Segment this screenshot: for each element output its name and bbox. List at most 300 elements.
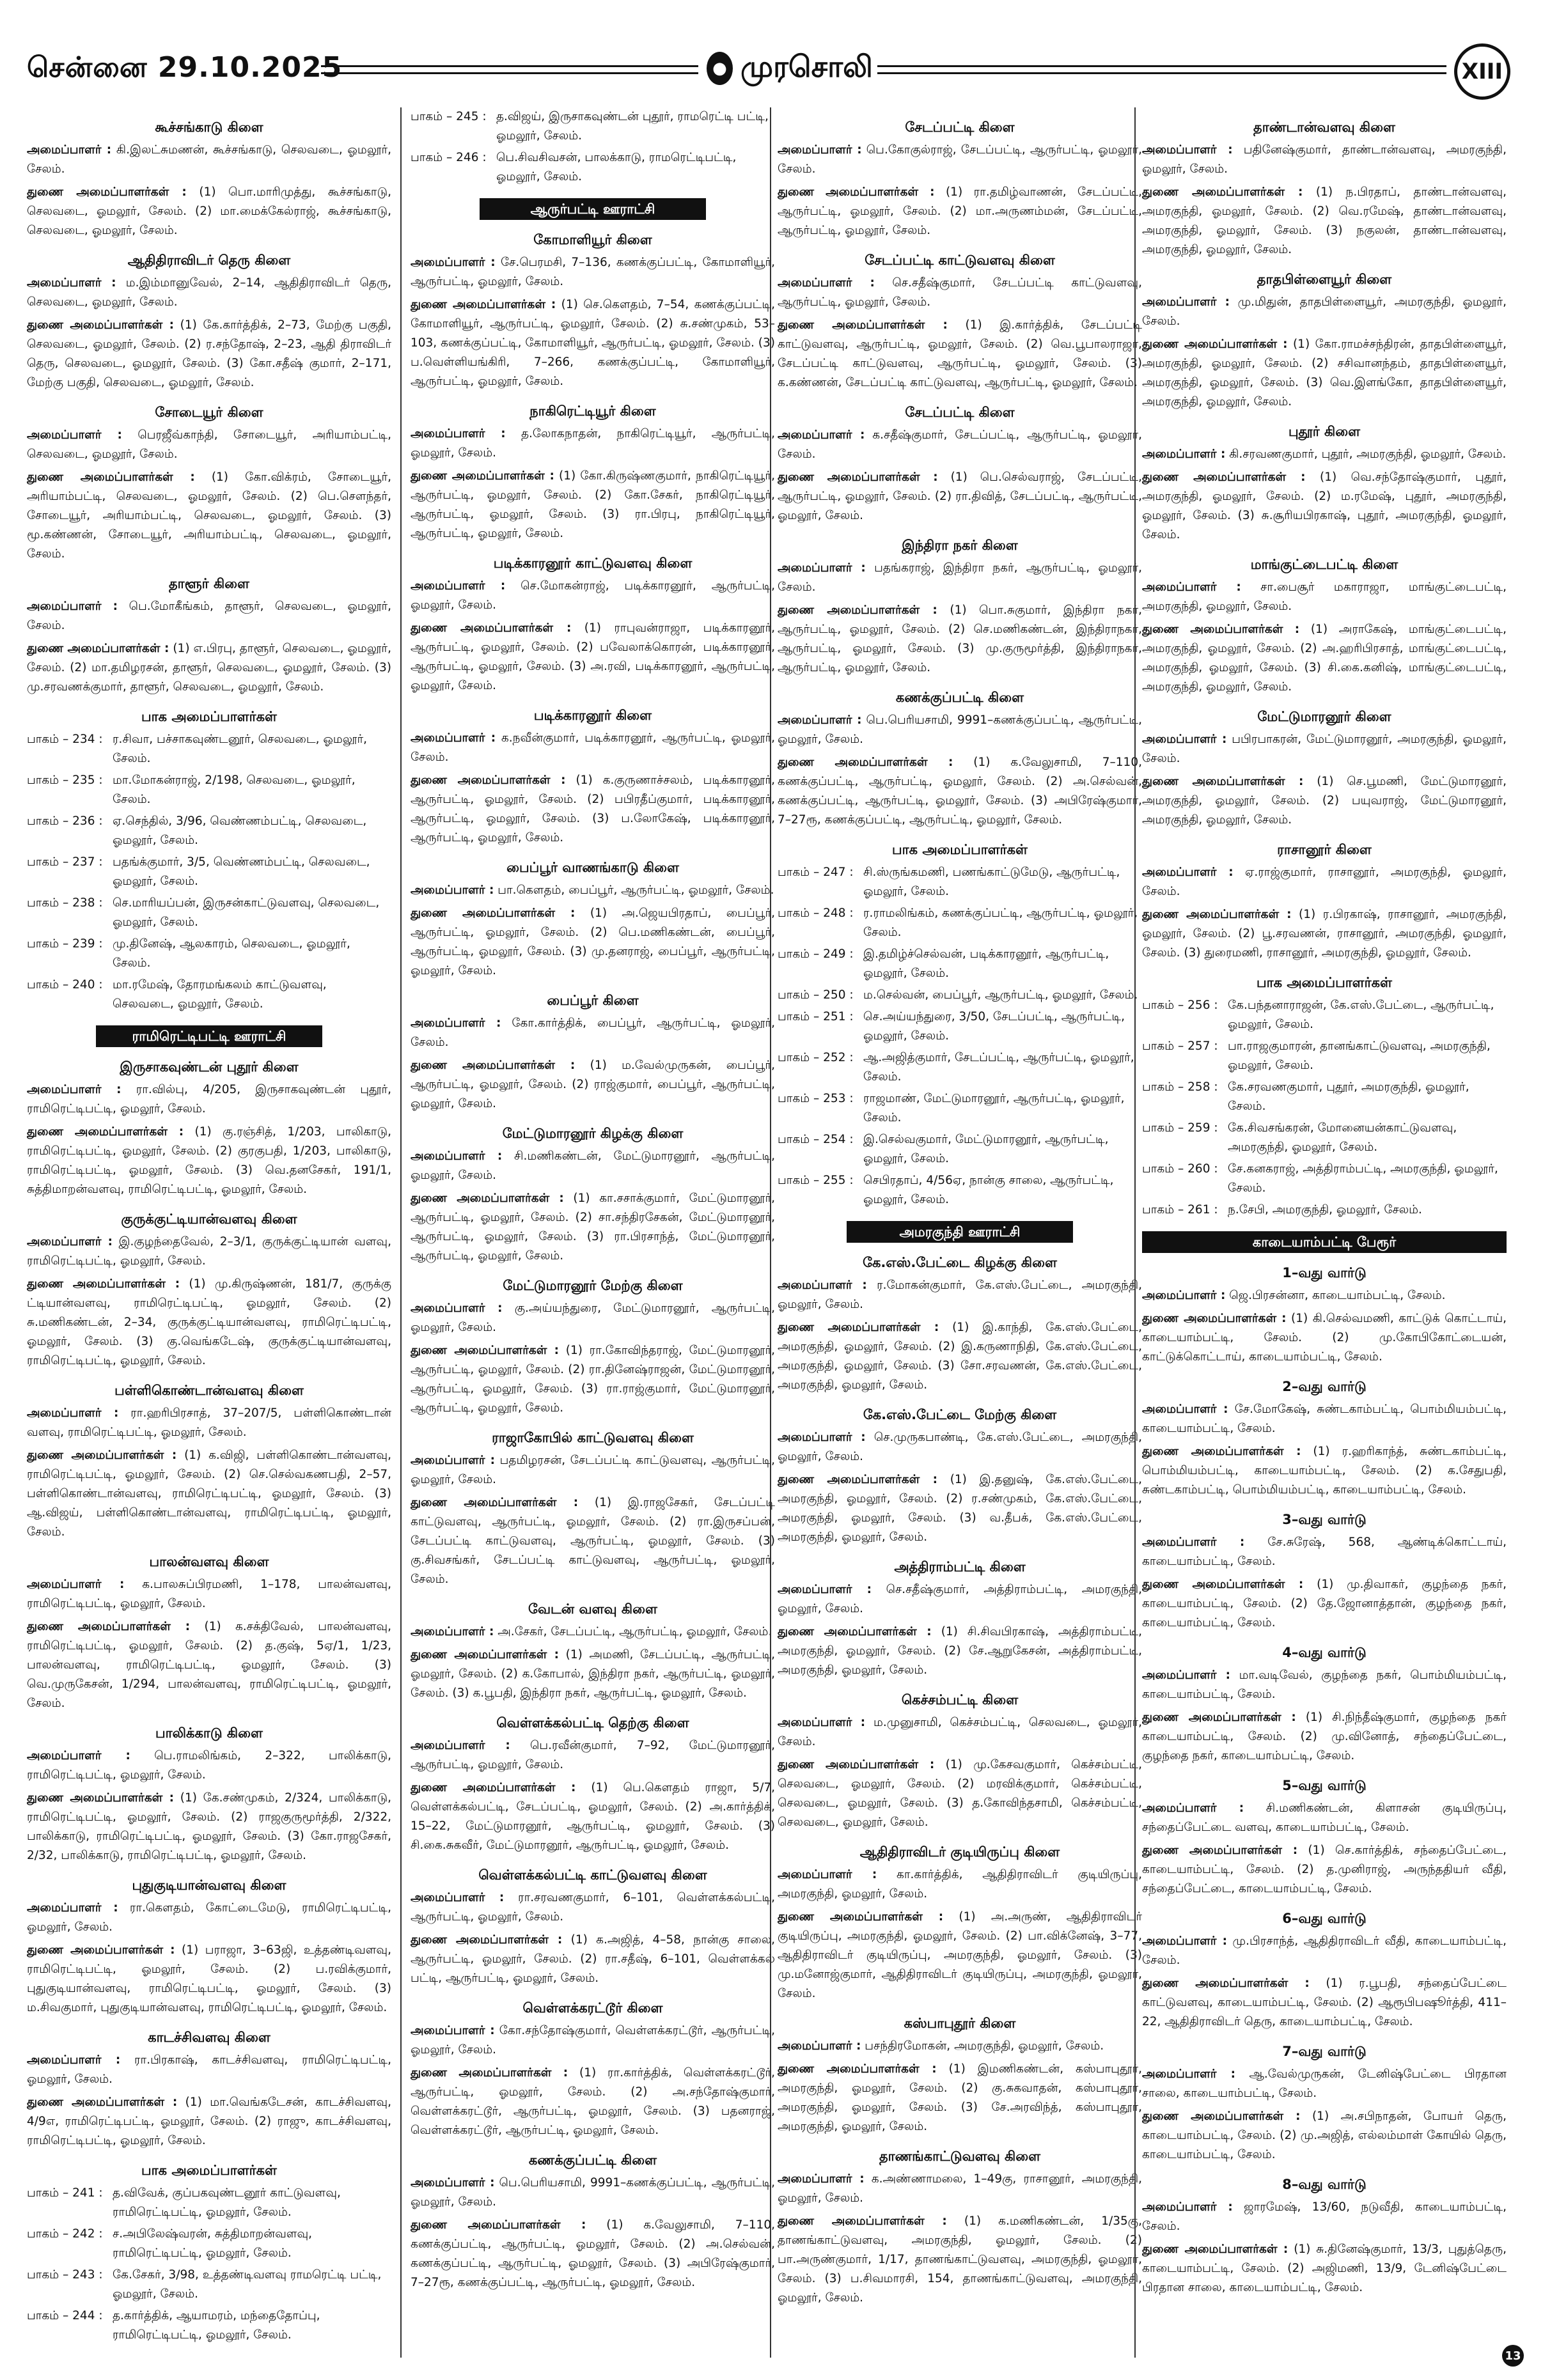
booth-entry [27, 2306, 391, 2345]
branch-heading: புதூர் கிளை [1288, 424, 1361, 439]
member-entry [1142, 1442, 1507, 1500]
member-details: த.லோகநாதன், நாகிரெட்டியூர், ஆருர்பட்டி, ஓமலூர், சேலம். [411, 427, 775, 460]
member-entry [411, 1645, 775, 1703]
member-details: (1) ம.வேல்முருகன், பைப்பூர், ஆருர்பட்டி, ஓமலூர், சேலம். (2) ராஜ்குமார், பைப்பூர், ஆருர்பட்டி, ஓமலூர், சேலம். [411, 1059, 775, 1110]
branch-heading: 5–வது வார்டு [1282, 1778, 1367, 1793]
member-entry [778, 2212, 1142, 2308]
branch-heading: வெள்ளக்கரட்டூர் கிளை [522, 2000, 663, 2016]
member-details: ரா.சரவணகுமார், 6–101, வெள்ளக்கல்பட்டி, ஆருர்பட்டி, ஓமலூர், சேலம். [411, 1891, 775, 1924]
booth-number: பாகம் – 257 : [1142, 1039, 1218, 1053]
member-details: மா.வடிவேல், குழந்தை நகர், பொம்மியம்பட்டி, காடையாம்பட்டி, சேலம். [1142, 1668, 1507, 1701]
member-details: (1) பெ.செல்வராஜ், சேடப்பட்டி, ஆருர்பட்டி, ஓமலூர், சேலம். (2) ரா.திவித், சேடப்பட்டி, ஆருர்பட்டி, ஓமலூர், சேலம். [778, 471, 1142, 522]
member-details: (1) க.மணிகண்டன், 1/35கு, தாணங்காட்டுவளவு, அமரகுந்தி, ஓமலூர், சேலம். (2) பா.அருண்குமார், 1/17, தாணங்காட்டுவளவு, அமரகுந்தி, ஓமலூர், சேலம். (3) ப.சிவமாரசி, 154, தாணங்காட்டுவளவு, அமரகுந்தி, ஓமலூர், சேலம். [778, 2214, 1142, 2305]
member-entry [27, 274, 391, 312]
section-banner: அமரகுந்தி ஊராட்சி [847, 1221, 1072, 1243]
branch-heading: பாலிக்காடு கிளை [155, 1725, 263, 1741]
section-banner: ராமிரெட்டிபட்டி ஊராட்சி [96, 1025, 322, 1047]
branch-heading: கெச்சம்பட்டி கிளை [901, 1692, 1019, 1707]
member-entry [27, 426, 391, 464]
member-details: பெ.மோகீங்கம், தாளூர், செலவடை, ஓமலூர், சேலம். [27, 600, 391, 632]
member-entry [1142, 183, 1507, 260]
booth-entry [27, 2225, 391, 2263]
booth-number: பாகம் – 247 : [778, 866, 854, 879]
role-label: துணை அமைப்பாளர்கள் : [1142, 338, 1288, 351]
booth-details: த.விவேக், குப்பகவுண்டனூர் காட்டுவளவு, ராமிரெட்டிபட்டி, ஓமலூர், சேலம். [113, 2186, 341, 2219]
role-label: அமைப்பாளர் : [778, 1431, 866, 1444]
branch-heading: 2–வது வார்டு [1282, 1379, 1367, 1394]
member-entry [778, 601, 1142, 678]
footer-page-number: 13 [1502, 2345, 1524, 2367]
branch-heading: கோமாளியூர் கிளை [533, 232, 652, 247]
member-entry [1142, 1708, 1507, 1766]
role-label: அமைப்பாளர் : [411, 579, 506, 593]
member-details: (1) கே.சண்முகம், 2/324, பாலிக்காடு, ராமிரெட்டிபட்டி, ஓமலூர், சேலம். (2) ராஜகுருமூர்த்தி, 2/322, பாலிக்காடு, ராமிரெட்டிபட்டி, ஓமலூர், சேலம். (3) கோ.ராஜசேகர், 2/32, பாலிக்காடு, ராமிரெட்டிபட்டி, ஓமலூர், சேலம். [27, 1791, 391, 1862]
member-entry [411, 904, 775, 981]
member-details: ஜெ.பிரசன்னா, காடையாம்பட்டி, சேலம். [1229, 1289, 1446, 1302]
member-entry [411, 1056, 775, 1114]
role-label: துணை அமைப்பாளர்கள் : [1142, 185, 1303, 199]
role-label: அமைப்பாளர் : [27, 276, 116, 290]
role-label: அமைப்பாளர் : [1142, 2200, 1233, 2214]
member-details: ம.இம்மானுவேல், 2–14, ஆதிதிராவிடர் தெரு, செலவடை, ஓமலூர், சேலம். [27, 276, 391, 309]
branch-heading: தாணங்காட்டுவளவு கிளை [879, 2149, 1041, 2164]
role-label: அமைப்பாளர் : [1142, 1668, 1231, 1682]
member-entry [778, 1865, 1142, 1904]
role-label: அமைப்பாளர் : [411, 1016, 501, 1030]
booth-number: பாகம் – 235 : [27, 774, 103, 787]
member-details: (1) சு.தினேஷ்குமார், 13/3, புதுத்தெரு, காடையாம்பட்டி, சேலம். (2) அஜிமணி, 13/9, டேனிஷ்பேட்டை பிரதான சாலை, காடையாம்பட்டி, சேலம். [1142, 2243, 1507, 2294]
booth-entry [778, 1089, 1142, 1128]
role-label: துணை அமைப்பாளர்கள் : [1142, 1312, 1287, 1325]
member-details: (1) வெ.சந்தோஷ்குமார், புதூர், அமரகுந்தி, ஓமலூர், சேலம். (2) ம.ரமேஷ், புதூர், அமரகுந்தி, ஓமலூர், சேலம். (3) சு.சூரியபிரகாஷ், புதூர், அமரகுந்தி, ஓமலூர், சேலம். [1142, 471, 1507, 541]
member-details: ஏ.ராஜ்குமார், ராசானூர், அமரகுந்தி, ஓமலூர், சேலம். [1142, 866, 1507, 898]
member-entry [778, 274, 1142, 312]
booth-details: பெ.சிவசிவசன், பாலக்காடு, ராமரெட்டிபட்டி, ஓமலூர், சேலம். [496, 151, 737, 183]
role-label: அமைப்பாளர் : [778, 1583, 872, 1596]
member-entry [27, 597, 391, 635]
branch-heading: அத்திராம்பட்டி கிளை [894, 1559, 1026, 1575]
role-label: துணை அமைப்பாளர்கள் : [1142, 908, 1292, 921]
booth-number: பாகம் – 248 : [778, 906, 854, 920]
column-1 [27, 107, 391, 2358]
role-label: அமைப்பாளர் : [778, 276, 875, 290]
booth-entry [778, 986, 1142, 1005]
section-banner: காடையாம்பட்டி பேரூர் [1142, 1231, 1507, 1253]
role-label: துணை அமைப்பாளர்கள் : [411, 774, 566, 787]
booth-number: பாகம் – 244 : [27, 2309, 103, 2322]
role-label: அமைப்பாளர் : [411, 1739, 510, 1752]
booth-details: கே.சேகர், 3/98, உத்தண்டிவளவு ராமரெட்டி பட்டி, ஓமலூர், சேலம். [113, 2268, 382, 2301]
role-label: துணை அமைப்பாளர்கள் : [778, 1321, 939, 1334]
booth-number: பாகம் – 252 : [778, 1051, 854, 1064]
booth-details: ந.சேபி, அமரகுந்தி, ஓமலூர், சேலம். [1228, 1203, 1422, 1217]
member-details: (1) செ.கார்த்திக், சந்தைப்பேட்டை, காடையாம்பட்டி, சேலம். (2) த.முனிராஜ், அருந்ததியர் வீதி, சந்தைப்பேட்டை, காடையாம்பட்டி, சேலம். [1142, 1844, 1507, 1895]
role-label: அமைப்பாளர் : [27, 428, 122, 442]
role-label: துணை அமைப்பாளர்கள் : [778, 2214, 947, 2228]
role-label: அமைப்பாளர் : [1142, 1801, 1244, 1815]
member-details: (1) க.வேலுசாமி, 7–110, கணக்குப்பட்டி, ஆருர்பட்டி, ஓமலூர், சேலம். (2) அ.செல்வன், கணக்குப்பட்டி, ஆருர்பட்டி, ஓமலூர், சேலம். (3) அபிரேஷ்குமார், 7–27ரூ, கணக்குப்பட்டி, ஆருர்பட்டி, ஓமலூர், சேலம். [411, 2218, 775, 2289]
branch-heading: வெள்ளக்கல்பட்டி தெற்கு கிளை [496, 1715, 689, 1731]
member-details: கு.அய்யந்துரை, மேட்டுமாரனூர், ஆருர்பட்டி, ஓமலூர், சேலம். [411, 1302, 775, 1334]
booth-number: பாகம் – 246 : [411, 151, 487, 164]
role-label: துணை அமைப்பாளர்கள் : [27, 2096, 178, 2109]
role-label: அமைப்பாளர் : [411, 731, 496, 745]
member-details: பெ.கோகுல்ராஜ், சேடப்பட்டி, ஆருர்பட்டி, ஓமலூர், சேலம். [778, 143, 1142, 176]
member-details: (1) ர.ஹரிகாந்த், சுண்டகாம்பட்டி, பொம்மியம்பட்டி, காடையாம்பட்டி, சேலம். (2) க.சேதுபதி, சுண்டகாம்பட்டி, பொம்மியம்பட்டி, காடையாம்பட்டி, சேலம். [1142, 1445, 1507, 1497]
member-entry [1142, 1309, 1507, 1367]
member-entry [1142, 772, 1507, 830]
member-entry [778, 2037, 1142, 2056]
member-entry [27, 1941, 391, 2018]
page-number-badge: XIII [1454, 43, 1510, 100]
member-entry [1142, 2240, 1507, 2298]
member-details: (1) பொ.சுகுமார், இந்திரா நகர், ஆருர்பட்டி, ஓமலூர், சேலம். (2) செ.மணிகண்டன், இந்திராநகர், ஆருர்பட்டி, ஓமலூர், சேலம். (3) மு.குருமூர்த்தி, இந்திராநகர், ஆருர்பட்டி, ஓமலூர், சேலம். [778, 603, 1142, 674]
member-entry [1142, 730, 1507, 768]
role-label: அமைப்பாளர் : [27, 143, 112, 157]
branch-heading: சோடையூர் கிளை [155, 405, 263, 420]
member-details: (1) பொ.மாரிமுத்து, கூச்சங்காடு, செலவடை, ஓமலூர், சேலம். (2) மா.மைக்கேல்ராஜ், கூச்சங்காடு, செலவடை, ஓமலூர், சேலம். [27, 185, 391, 237]
member-details: (1) கி.செல்வமணி, காட்டுக் கொட்டாய், காடையாம்பட்டி, சேலம். (2) மு.கோபிகோட்டையன், காட்டுக்கொட்டாய், காடையாம்பட்டி, சேலம். [1142, 1312, 1507, 1364]
member-details: பதமிழரசன், சேடப்பட்டி காட்டுவளவு, ஆருர்பட்டி, ஓமலூர், சேலம். [411, 1454, 775, 1486]
member-entry [1142, 1974, 1507, 2032]
role-label: துணை அமைப்பாளர்கள் : [27, 642, 169, 655]
booth-number: பாகம் – 242 : [27, 2227, 103, 2241]
member-entry [411, 619, 775, 696]
booth-number: பாகம் – 250 : [778, 988, 854, 1002]
booth-details: த.கார்த்திக், ஆயாமரம், மந்தைதோப்பு, ராமிரெட்டிபட்டி, ஓமலூர், சேலம். [113, 2309, 320, 2342]
branch-heading: படிக்காரனூர் காட்டுவளவு கிளை [493, 556, 693, 571]
branch-heading: பாலன்வளவு கிளை [149, 1554, 269, 1569]
member-entry [1142, 578, 1507, 616]
role-label: துணை அமைப்பாளர்கள் : [1142, 1578, 1304, 1591]
member-details: க.அண்ணாமலை, 1–49கு, ராசானூர், அமரகுந்தி, ஓமலூர், சேலம். [778, 2172, 1142, 2205]
member-entry [411, 1736, 775, 1775]
member-details: பதங்கராஜ், இந்திரா நகர், ஆருர்பட்டி, ஓமலூர், சேலம். [778, 561, 1142, 594]
member-entry [411, 2216, 775, 2292]
role-label: அமைப்பாளர் : [27, 600, 118, 613]
member-details: (1) செ.கௌதம், 7–54, கணக்குப்பட்டி, கோமாளியூர், ஆருர்பட்டி, ஓமலூர், சேலம். (2) சு.சண்முகம், 53–103, கணக்குப்பட்டி, கோமாளியூர், ஆருர்பட்டி, ஓமலூர், சேலம். (3) ப.வெள்ளியங்கிரி, 7–266, கணக்குப்பட்டி, கோமாளியூர், ஆருர்பட்டி, ஓமலூர், சேலம். [411, 298, 775, 388]
member-entry [778, 426, 1142, 464]
role-label: துணை அமைப்பாளர்கள் : [778, 756, 953, 769]
member-entry [411, 1147, 775, 1185]
branch-heading: பாக அமைப்பாளர்கள் [1257, 975, 1392, 990]
branch-heading: பாக அமைப்பாளர்கள் [141, 2163, 277, 2178]
member-details: (1) செ.பூமணி, மேட்டுமாரனூர், அமரகுந்தி, ஓமலூர், சேலம். (2) பயுவராஜ், மேட்டுமாரனூர், அமரகுந்தி, ஓமலூர், சேலம். [1142, 775, 1507, 827]
member-entry [27, 1275, 391, 1371]
member-entry [1142, 620, 1507, 697]
member-details: (1) க.வேலுசாமி, 7–110, கணக்குப்பட்டி, ஆருர்பட்டி, ஓமலூர், சேலம். (2) அ.செல்வன், கணக்குப்பட்டி, ஆருர்பட்டி, ஓமலூர், சேலம். (3) அபிரேஷ்குமார், 7–27ரூ, கணக்குப்பட்டி, ஆருர்பட்டி, ஓமலூர், சேலம். [778, 756, 1142, 827]
member-details: (1) அ.ஜெயபிரதாப், பைப்பூர், ஆருர்பட்டி, ஓமலூர், சேலம். (2) பெ.மணிகண்டன், பைப்பூர், ஆருர்பட்டி, ஓமலூர், சேலம். (3) மு.தனராஜ், பைப்பூர், ஆருர்பட்டி, ஓமலூர், சேலம். [411, 906, 775, 977]
member-details: (1) அ.அருண், ஆதிதிராவிடர் குடியிருப்பு, அமரகுந்தி, ஓமலூர், சேலம். (2) பா.விக்னேஷ், 3–77, ஆதிதிராவிடர் குடியிருப்பு, அமரகுந்தி, ஓமலூர், சேலம். (3) மு.மனோஜ்குமார், ஆதிதிராவிடர் குடியிருப்பு, அமரகுந்தி, ஓமலூர், சேலம். [778, 1910, 1142, 2000]
booth-number: பாகம் – 255 : [778, 1174, 854, 1187]
member-details: (1) எ.பிரபு, தாளூர், செலவடை, ஓமலூர், சேலம். (2) மா.தமிழரசன், தாளூர், செலவடை, ஓமலூர், சேலம். (3) மு.சரவணக்குமார், தாளூர், செலவடை, ஓமலூர், சேலம். [27, 642, 391, 694]
role-label: அமைப்பாளர் : [778, 2172, 865, 2186]
member-details: ரா.பிரகாஷ், காடச்சிவளவு, ராமிரெட்டிபட்டி, ஓமலூர், சேலம். [27, 2053, 391, 2086]
branch-heading: தாதபிள்ளையூர் கிளை [1257, 272, 1392, 287]
role-label: துணை அமைப்பாளர்கள் : [411, 1648, 559, 1661]
role-label: துணை அமைப்பாளர்கள் : [411, 1192, 564, 1205]
member-details: (1) க.அஜித், 4–58, நான்கு சாலை, ஆருர்பட்டி, ஓமலூர், சேலம். (2) ரா.சதீஷ், 6–101, வெள்ளக்கல் பட்டி, ஆருர்பட்டி, ஓமலூர், சேலம். [411, 1933, 775, 1985]
branch-heading: புதுகுடியான்வளவு கிளை [132, 1878, 286, 1893]
role-label: அமைப்பாளர் : [411, 256, 496, 269]
role-label: அமைப்பாளர் : [778, 2039, 861, 2053]
member-entry [411, 1189, 775, 1266]
member-entry [411, 1622, 775, 1642]
column-divider [400, 107, 402, 2358]
booth-entry [778, 1048, 1142, 1087]
booth-details: மா.ரமேஷ், தோரமங்கலம் காட்டுவளவு, செலவடை, ஓமலூர், சேலம். [113, 978, 327, 1011]
role-label: அமைப்பாளர் : [411, 1302, 503, 1315]
booth-number: பாகம் – 240 : [27, 978, 103, 992]
branch-heading: சேடப்பட்டி காட்டுவளவு கிளை [865, 253, 1055, 268]
member-entry [411, 2021, 775, 2060]
role-label: துணை அமைப்பாளர்கள் : [27, 1943, 175, 1957]
booth-details: ராஜமாண், மேட்டுமாரனூர், ஆருர்பட்டி, ஓமலூர், சேலம். [863, 1092, 1125, 1124]
member-details: பதினேஷ்குமார், தாண்டான்வளவு, அமரகுந்தி, ஓமலூர், சேலம். [1142, 143, 1507, 176]
role-label: அமைப்பாளர் : [27, 1749, 130, 1762]
column-4 [1142, 107, 1507, 2358]
member-details: (1) மு.கேசவகுமார், கெச்சம்பட்டி, செலவடை, ஓமலூர், சேலம். (2) மரவிக்குமார், கெச்சம்பட்டி, செலவடை, ஓமலூர், சேலம். (3) த.கோவிந்தசாமி, கெச்சம்பட்டி, செலவடை, ஓமலூர், சேலம். [778, 1758, 1142, 1829]
booth-details: சே.கனகராஜ், அத்திராம்பட்டி, அமரகுந்தி, ஓமலூர், சேலம். [1228, 1162, 1498, 1195]
member-entry [1142, 1666, 1507, 1704]
booth-number: பாகம் – 253 : [778, 1092, 854, 1105]
member-details: சி.மணிகண்டன், மேட்டுமாரனூர், ஆருர்பட்டி, ஓமலூர், சேலம். [411, 1149, 775, 1182]
member-entry [778, 1755, 1142, 1832]
member-entry [778, 2060, 1142, 2136]
member-entry [1142, 335, 1507, 412]
booth-entry [27, 2266, 391, 2304]
member-entry [411, 577, 775, 615]
booth-details: ம.செல்வன், பைப்பூர், ஆருர்பட்டி, ஓமலூர், சேலம். [863, 988, 1138, 1002]
member-details: க.சதீஷ்குமார், சேடப்பட்டி, ஆருர்பட்டி, ஓமலூர், சேலம். [778, 428, 1142, 461]
member-entry [778, 1428, 1142, 1466]
member-entry [778, 1276, 1142, 1314]
booth-details: செபிரதாப், 4/56ஏ, நான்கு சாலை, ஆருர்பட்டி, ஓமலூர், சேலம். [863, 1174, 1114, 1206]
member-entry [778, 1908, 1142, 2003]
branch-heading: காடச்சிவளவு கிளை [148, 2030, 270, 2045]
booth-entry [778, 904, 1142, 942]
role-label: அமைப்பாளர் : [778, 1279, 867, 1292]
booth-entry [778, 1130, 1142, 1169]
masthead [27, 46, 1523, 95]
role-label: அமைப்பாளர் : [778, 1868, 877, 1881]
booth-number: பாகம் – 243 : [27, 2268, 103, 2282]
member-details: (1) க.விஜி, பள்ளிகொண்டான்வளவு, ராமிரெட்டிபட்டி, ஓமலூர், சேலம். (2) செ.செல்வகணபதி, 2–57, பள்ளிகொண்டான்வளவு, ராமிரெட்டிபட்டி, ஓமலூர், சேலம். (3) ஆ.விஜய், பள்ளிகொண்டான்வளவு, ராமிரெட்டிபட்டி, ஓமலூர், சேலம். [27, 1449, 391, 1539]
member-entry [1142, 2107, 1507, 2165]
role-label: துணை அமைப்பாளர்கள் : [778, 1625, 932, 1638]
role-label: அமைப்பாளர் : [27, 1083, 121, 1096]
member-entry [411, 1299, 775, 1337]
branch-heading: ஆதிதிராவிடர் தெரு கிளை [127, 253, 291, 268]
branch-heading: பாக அமைப்பாளர்கள் [892, 842, 1028, 857]
booth-number: பாகம் – 251 : [778, 1010, 854, 1023]
booth-details: ஆ.அஜித்குமார், சேடப்பட்டி, ஆருர்பட்டி, ஓமலூர், சேலம். [863, 1051, 1134, 1084]
member-entry [1142, 1932, 1507, 1970]
member-entry [1142, 1841, 1507, 1899]
member-entry [27, 639, 391, 697]
member-details: மு.பிரசாந்த், ஆதிதிராவிடர் வீதி, காடையாம்பட்டி, சேலம். [1142, 1934, 1507, 1967]
member-details: செ.மோகன்ராஜ், படிக்காரனூர், ஆருர்பட்டி, ஓமலூர், சேலம். [411, 579, 775, 612]
member-details: (1) அமணி, சேடப்பட்டி, ஆருர்பட்டி, ஓமலூர், சேலம். (2) க.கோபால், இந்திரா நகர், ஆருர்பட்டி, ஓமலூர், சேலம். (3) க.பூபதி, இந்திரா நகர், ஆருர்பட்டி, ஓமலூர், சேலம். [411, 1648, 775, 1700]
role-label: அமைப்பாளர் : [1142, 1289, 1226, 1302]
member-entry [27, 1123, 391, 1199]
member-entry [1142, 863, 1507, 901]
member-entry [778, 1318, 1142, 1395]
role-label: துணை அமைப்பாளர்கள் : [27, 1125, 184, 1139]
member-details: இ.குழந்தைவேல், 2–3/1, குருக்குட்டியான் வளவு, ராமிரெட்டிபட்டி, ஓமலூர், சேலம். [27, 1235, 391, 1268]
role-label: அமைப்பாளர் : [1142, 295, 1230, 309]
booth-details: பதங்க்குமார், 3/5, வெண்ணம்பட்டி, செலவடை, ஓமலூர், சேலம். [113, 855, 370, 888]
branch-heading: மாங்குட்டைபட்டி கிளை [1250, 557, 1398, 572]
role-label: துணை அமைப்பாளர்கள் : [778, 603, 937, 617]
branch-heading: மேட்டுமாரனூர் கிளை [1257, 709, 1391, 724]
member-details: (1) கோ.ராமச்சந்திரன், தாதபிள்ளையூர், அமரகுந்தி, ஓமலூர், சேலம். (2) சசிவானந்தம், தாதபிள்ளையூர், அமரகுந்தி, ஓமலூர், சேலம். (3) வெ.இளங்கோ, தாதபிள்ளையூர், அமரகுந்தி, ஓமலூர், சேலம். [1142, 338, 1507, 408]
member-entry [27, 1617, 391, 1713]
member-entry [1142, 468, 1507, 545]
branch-heading: ராசானூர் கிளை [1277, 842, 1372, 857]
member-details: சா.பைசூர் மகாராஜா, மாங்குட்டைபட்டி, அமரகுந்தி, ஓமலூர், சேலம். [1142, 580, 1507, 613]
role-label: துணை அமைப்பாளர்கள் : [411, 2218, 586, 2232]
role-label: அமைப்பாளர் : [1142, 447, 1226, 461]
branch-heading: பைப்பூர் வாணங்காடு கிளை [506, 860, 679, 875]
booth-details: ஏ.செந்தில், 3/96, வெண்ணம்பட்டி, செலவடை, ஓமலூர், சேலம். [113, 814, 367, 847]
booth-entry [27, 894, 391, 932]
column-2 [411, 107, 775, 2358]
member-details: பெ.பெரியசாமி, 9991–கணக்குப்பட்டி, ஆருர்பட்டி, ஓமலூர், சேலம். [778, 713, 1142, 746]
booth-entry [778, 1007, 1142, 1046]
role-label: துணை அமைப்பாளர்கள் : [778, 2062, 937, 2076]
member-entry [27, 1080, 391, 1119]
role-label: அமைப்பாளர் : [411, 1625, 494, 1638]
branch-heading: தாண்டான்வளவு கிளை [1253, 120, 1395, 135]
booth-entry [27, 812, 391, 850]
role-label: அமைப்பாளர் : [1142, 733, 1227, 746]
masthead-rule-right [877, 65, 1446, 74]
member-details: பெ.பெரியசாமி, 9991–கணக்குப்பட்டி, ஆருர்பட்டி, ஓமலூர், சேலம். [411, 2176, 775, 2209]
member-entry [1142, 1533, 1507, 1571]
booth-entry [27, 730, 391, 768]
role-label: அமைப்பாளர் : [778, 561, 866, 575]
booth-entry [1142, 996, 1507, 1034]
role-label: துணை அமைப்பாளர்கள் : [1142, 1711, 1296, 1724]
role-label: துணை அமைப்பாளர்கள் : [27, 318, 174, 332]
member-entry [778, 1713, 1142, 1752]
branch-heading: ராஜாகோபில் காட்டுவளவு கிளை [492, 1430, 694, 1445]
branch-heading: கே.எஸ்.பேட்டை கிழக்கு கிளை [863, 1255, 1057, 1270]
member-details: கி.சரவணகுமார், புதூர், அமரகுந்தி, ஓமலூர், சேலம். [1229, 447, 1507, 461]
member-details: சே.சுரேஷ், 568, ஆண்டிக்கொட்டாய், காடையாம்பட்டி, சேலம். [1142, 1536, 1507, 1568]
member-entry [411, 881, 775, 900]
branch-heading: 3–வது வார்டு [1282, 1512, 1367, 1527]
role-label: துணை அமைப்பாளர்கள் : [778, 318, 948, 332]
member-details: (1) ரா.கார்த்திக், வெள்ளக்கரட்டூர், ஆருர்பட்டி, ஓமலூர், சேலம். (2) அ.சந்தோஷ்குமார், வெள்ளக்கரட்டூர், ஆருர்பட்டி, ஓமலூர், சேலம். (3) பதனராஜ், வெள்ளக்கரட்டூர், ஆருர்பட்டி, ஓமலூர், சேலம். [411, 2066, 775, 2137]
member-details: அ.சேகர், சேடப்பட்டி, ஆருர்பட்டி, ஓமலூர், சேலம். [497, 1625, 772, 1638]
branch-heading: வேடன் வளவு கிளை [528, 1601, 657, 1617]
member-details: ர.மோகன்குமார், கே.எஸ்.பேட்டை, அமரகுந்தி, ஓமலூர், சேலம். [778, 1279, 1142, 1311]
member-entry [27, 1575, 391, 1614]
member-entry [1142, 141, 1507, 179]
column-divider [1134, 107, 1136, 2358]
role-label: அமைப்பாளர் : [1142, 1536, 1245, 1549]
member-details: (1) கோ.கிருஷ்ணகுமார், நாகிரெட்டியூர், ஆருர்பட்டி, ஓமலூர், சேலம். (2) கோ.சேகர், நாகிரெட்டியூர், ஆருர்பட்டி, ஓமலூர், சேலம். (3) ரா.பிரபு, நாகிரெட்டியூர், ஆருர்பட்டி, ஓமலூர், சேலம். [411, 469, 775, 540]
member-entry [411, 253, 775, 292]
role-label: அமைப்பாளர் : [411, 883, 494, 897]
member-details: (1) இ.கார்த்திக், சேடப்பட்டி காட்டுவளவு, ஆருர்பட்டி, ஓமலூர், சேலம். (2) வெ.பூபாலராஜா, சேடப்பட்டி காட்டுவளவு, ஆருர்பட்டி, ஓமலூர், சேலம். (3) க.கண்ணன், சேடப்பட்டி காட்டுவளவு, ஆருர்பட்டி, ஓமலூர், சேலம். [778, 318, 1142, 389]
booth-entry [778, 863, 1142, 901]
member-entry [778, 711, 1142, 749]
member-entry [27, 183, 391, 240]
member-entry [778, 2170, 1142, 2208]
role-label: துணை அமைப்பாளர்கள் : [411, 1781, 576, 1794]
member-details: கோ.சந்தோஷ்குமார், வெள்ளக்கரட்டூர், ஆருர்பட்டி, ஓமலூர், சேலம். [411, 2024, 775, 2057]
member-entry [411, 2064, 775, 2140]
role-label: துணை அமைப்பாளர்கள் : [411, 1933, 563, 1947]
member-entry [778, 183, 1142, 240]
branch-heading: சேடப்பட்டி கிளை [905, 120, 1015, 135]
role-label: அமைப்பாளர் : [411, 1891, 505, 1904]
member-details: (1) ர.பிரகாஷ், ராசானூர், அமரகுந்தி, ஓமலூர், சேலம். (2) பூ.சரவணன், ராசானூர், அமரகுந்தி, ஓமலூர், சேலம். (3) துரைமணி, ராசானூர், அமரகுந்தி, ஓமலூர், சேலம். [1142, 908, 1507, 960]
role-label: அமைப்பாளர் : [411, 2024, 495, 2037]
member-details: (1) மு.கிருஷ்ணன், 181/7, குருக்கு ட்டியான்வளவு, ராமிரெட்டிபட்டி, ஓமலூர், சேலம். (2) சு.மணிகண்டன், 2–34, குருக்குட்டியான்வளவு, ராமிரெட்டிபட்டி, ஓமலூர், சேலம். (3) கு.வெங்கடேஷ், குருக்குட்டியான்வளவு, ராமிரெட்டிபட்டி, ஓமலூர், சேலம். [27, 1277, 391, 1367]
branch-heading: பாக அமைப்பாளர்கள் [141, 709, 277, 724]
booth-entry [27, 771, 391, 809]
member-entry [1142, 293, 1507, 331]
role-label: துணை அமைப்பாளர்கள் : [1142, 1977, 1310, 1990]
booth-number: பாகம் – 258 : [1142, 1080, 1218, 1094]
role-label: துணை அமைப்பாளர்கள் : [411, 621, 572, 635]
member-entry [411, 295, 775, 391]
booth-entry [778, 945, 1142, 983]
role-label: துணை அமைப்பாளர்கள் : [1142, 2243, 1288, 2256]
member-entry [778, 1470, 1142, 1547]
member-details: ரா.வில்பு, 4/205, இருசாகவுண்டன் புதூர், ராமிரெட்டிபட்டி, ஓமலூர், சேலம். [27, 1083, 391, 1116]
member-entry [27, 1404, 391, 1442]
member-details: (1) ரா.தமிழ்வாணன், சேடப்பட்டி, ஆருர்பட்டி, ஓமலூர், சேலம். (2) மா.அருணம்மன், சேடப்பட்டி, ஆருர்பட்டி, ஓமலூர், சேலம். [778, 185, 1142, 237]
role-label: அமைப்பாளர் : [411, 427, 506, 440]
member-entry [27, 1446, 391, 1542]
role-label: அமைப்பாளர் : [27, 1406, 119, 1420]
booth-details: செ.அய்யந்துரை, 3/50, சேடப்பட்டி, ஆருர்பட்டி, ஓமலூர், சேலம். [863, 1010, 1125, 1043]
role-label: துணை அமைப்பாளர்கள் : [27, 1791, 175, 1805]
member-entry [27, 316, 391, 393]
role-label: துணை அமைப்பாளர்கள் : [778, 1910, 944, 1924]
booth-entry [778, 1171, 1142, 1209]
member-details: ஜாரமேஷ், 13/60, நடுவீதி, காடையாம்பட்டி, சேலம். [1142, 2200, 1507, 2233]
role-label: அமைப்பாளர் : [411, 1149, 503, 1163]
member-entry [27, 1746, 391, 1785]
member-entry [778, 753, 1142, 830]
role-label: துணை அமைப்பாளர்கள் : [778, 1758, 935, 1771]
member-entry [411, 1778, 775, 1855]
member-details: (1) ர.பூபதி, சந்தைப்பேட்டை காட்டுவளவு, காடையாம்பட்டி, சேலம். (2) ஆரூபிபஷூர்த்தி, 411–22, ஆதிதிராவிடர் தெரு, காடையாம்பட்டி, சேலம். [1142, 1977, 1507, 2028]
role-label: துணை அமைப்பாளர்கள் : [27, 1449, 177, 1462]
member-details: (1) இ.காந்தி, கே.எஸ்.பேட்டை, அமரகுந்தி, ஓமலூர், சேலம். (2) இ.கருணாநிதி, கே.எஸ்.பேட்டை, அமரகுந்தி, ஓமலூர், சேலம். (3) சோ.சரவணன், கே.எஸ்.பேட்டை, அமரகுந்தி, ஓமலூர், சேலம். [778, 1321, 1142, 1392]
branch-heading: தாளூர் கிளை [169, 576, 249, 591]
booth-number: பாகம் – 234 : [27, 733, 103, 746]
member-details: பெ.ராமலிங்கம், 2–322, பாலிக்காடு, ராமிரெட்டிபட்டி, ஓமலூர், சேலம். [27, 1749, 391, 1782]
branch-heading: கே.எஸ்.பேட்டை மேற்கு கிளை [863, 1407, 1057, 1422]
booth-number: பாகம் – 254 : [778, 1133, 854, 1146]
member-details: ஆ.வேல்முருகன், டேனிஷ்பேட்டை பிரதான சாலை, காடையாம்பட்டி, சேலம். [1142, 2067, 1507, 2100]
booth-details: இ.தமிழ்ச்செல்வன், படிக்காரனூர், ஆருர்பட்டி, ஓமலூர், சேலம். [863, 947, 1109, 980]
booth-number: பாகம் – 256 : [1142, 999, 1218, 1012]
booth-details: செ.மாரியப்பன், இருசன்காட்டுவளவு, செலவடை, ஓமலூர், சேலம். [113, 896, 380, 929]
branch-heading: மேட்டுமாரனூர் மேற்கு கிளை [503, 1278, 683, 1293]
booth-entry [1142, 1119, 1507, 1157]
role-label: அமைப்பாளர் : [1142, 866, 1234, 879]
member-entry [778, 141, 1142, 179]
member-entry [411, 771, 775, 848]
